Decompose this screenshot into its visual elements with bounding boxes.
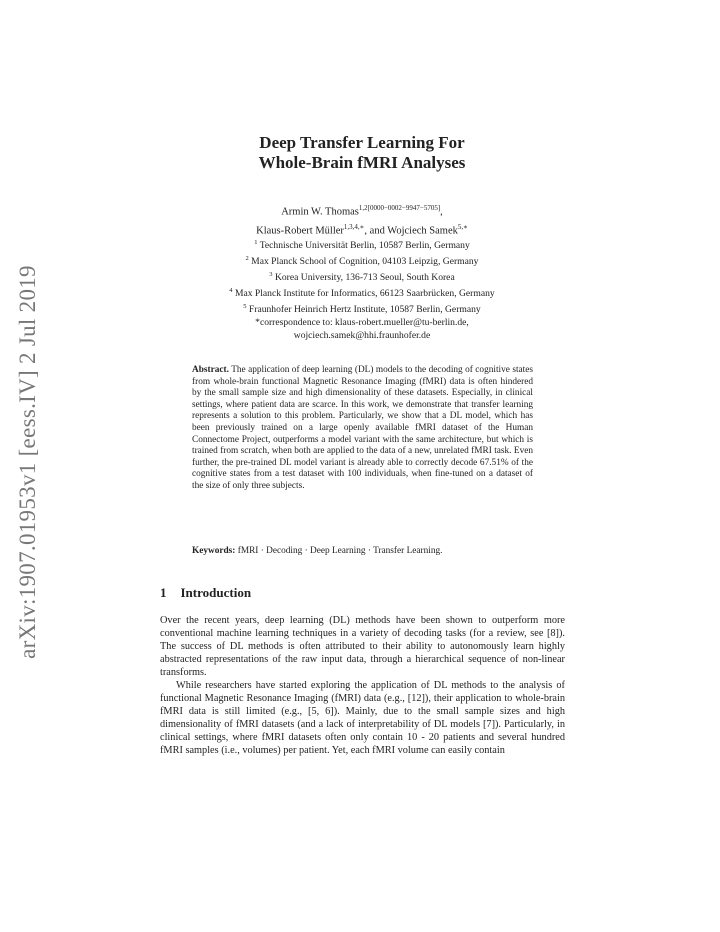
affiliation-number: 1 [254, 239, 258, 246]
author-line-1-tail: , [440, 206, 443, 218]
author-line-1 [160, 201, 564, 220]
author-mueller-sup: 1,3,4,∗ [343, 222, 365, 231]
keywords-text: fMRI · Decoding · Deep Learning · Transfer Learning. [237, 546, 443, 556]
correspondence-line-2: wojciech.samek@hhi.fraunhofer.de [293, 329, 431, 341]
paragraph-1: Over the recent years, deep learning (DL) methods have been shown to outperform more conventional machine learning techniques in a variety of decoding tasks (for a review, see [8]). The success of DL methods is often attributed to their ability to autonomously learn highly abstracted representations of the raw input data, through a hierarchical sequence of non-linear transforms. [160, 615, 565, 678]
correspondence-line-1: *correspondence to: klaus-robert.mueller@tu-berlin.de, [255, 316, 469, 328]
section-number: 1 [160, 585, 167, 600]
affiliation-number: 4 [229, 286, 233, 294]
affiliation-text: Max Planck Institute for Informatics, 66123 Saarbrücken, Germany [234, 288, 495, 300]
affiliation-number: 5 [243, 302, 247, 310]
affiliation-1 [160, 237, 564, 253]
affiliations [160, 237, 564, 343]
author-mueller: Klaus-Robert Müller [256, 225, 344, 236]
author-list [160, 201, 564, 238]
affiliation-number: 3 [269, 270, 273, 278]
section-title: Introduction [180, 585, 252, 600]
abstract [192, 365, 533, 493]
author-thomas-sup: 1,2[0000−0002−9947−5705] [358, 204, 441, 212]
author-samek-sup: 5,∗ [457, 222, 468, 231]
arxiv-sidebar [8, 262, 48, 662]
abstract-label: Abstract. [192, 365, 229, 375]
affiliation-text: Technische Universität Berlin, 10587 Berlin, Germany [259, 240, 470, 252]
keywords [192, 546, 533, 556]
paragraph-2: While researchers have started exploring the application of DL methods to the analysis of functional Magnetic Resonance Imaging (fMRI) data (e.g., [12]), their application to whole-brain fMRI data is still limited (e.g., [5, 6]). Mainly, due to the small sample sizes and high dimensionality of fMRI datasets (and a lack of interpretability of DL models [7]). Particularly, in clinical settings, where fMRI datasets often only contain 10 - 20 patients and several hundred fMRI samples (i.e., volumes) per patient. Yet, each fMRI volume can easily contain [160, 680, 565, 756]
author-samek: , and Wojciech Samek [364, 225, 458, 236]
author-line-2 [160, 220, 564, 239]
title-line-1: Deep Transfer Learning For [259, 133, 465, 152]
section-heading [160, 585, 251, 601]
affiliation-text: Korea University, 136-713 Seoul, South Korea [274, 272, 455, 284]
abstract-text: The application of deep learning (DL) models to the decoding of cognitive states from whole-brain functional Magnetic Resonance Imaging (fMRI) data is often hindered by the small sample size and high dimensionality of these datasets. Especially, in clinical settings, where patient data are scarce. In this work, we demonstrate that transfer learning represents a solution to this problem. Particularly, we show that a DL model, which has been previously trained on a large openly available fMRI dataset of the Human Connectome Project, outperforms a model variant with the same architecture, but which is trained from scratch, when both are applied to the data of a new, unrelated fMRI task. Even further, the pre-trained DL model variant is already able to correctly decode 67.51% of the cognitive states from a test dataset with 100 individuals, when fine-tuned on a dataset of the size of only three subjects. [192, 365, 533, 491]
affiliation-number: 2 [245, 254, 249, 262]
keywords-label: Keywords: [192, 546, 236, 556]
affiliation-3 [160, 269, 564, 285]
affiliation-text: Fraunhofer Heinrich Hertz Institute, 10587 Berlin, Germany [248, 304, 481, 316]
author-thomas: Armin W. Thomas [281, 206, 359, 218]
title-line-2: Whole-Brain fMRI Analyses [258, 153, 466, 172]
affiliation-2 [160, 253, 564, 269]
affiliation-4 [160, 285, 564, 301]
body-text [160, 614, 565, 757]
paper-title [160, 133, 564, 173]
affiliation-text: Max Planck School of Cognition, 04103 Leipzig, Germany [251, 256, 479, 268]
arxiv-identifier: arXiv:1907.01953v1 [eess.IV] 2 Jul 2019 [15, 265, 40, 659]
affiliation-5 [160, 301, 564, 317]
